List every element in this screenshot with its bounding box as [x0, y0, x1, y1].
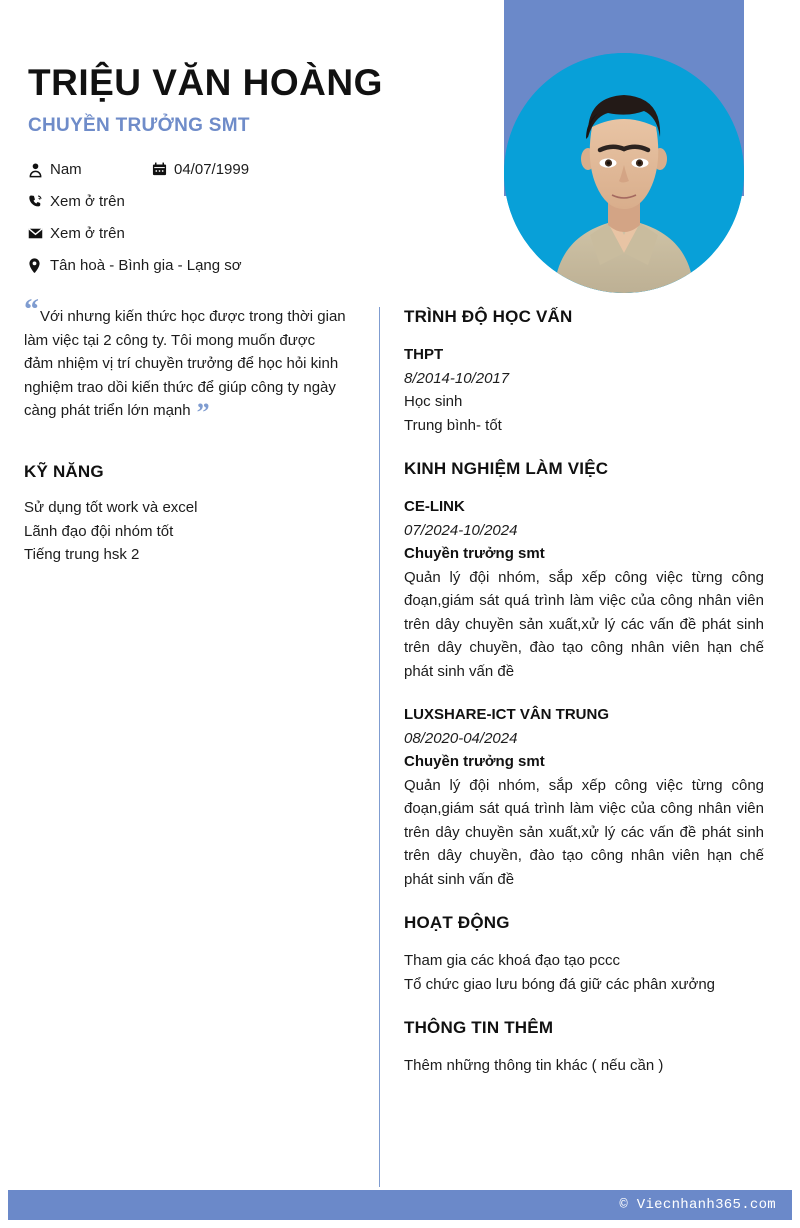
envelope-icon [28, 227, 50, 240]
contact-phone-value: Xem ở trên [50, 193, 125, 211]
contact-row [28, 219, 500, 249]
skills-heading: KỸ NĂNG [24, 462, 104, 481]
education-entry [404, 343, 764, 437]
experience-org: LUXSHARE-ICT VÂN TRUNG [404, 706, 609, 723]
experience-desc: Quản lý đội nhóm, sắp xếp công việc từng công đoạn,giám sát quá trình làm việc của công nhân viên trên dây chuyền sản xuất,xử lý các vấn đề phát sinh trên dây chuyền, đào tạo công nhân viên hạn chế phát sinh vấn đề [404, 776, 764, 888]
left-column [0, 295, 360, 567]
quote-close-icon: ” [196, 398, 210, 427]
experience-entry [404, 703, 764, 891]
skills-list [24, 496, 348, 567]
objective-text: Với nhưng kiến thức học được trong thời gian làm việc tại 2 công ty. Tôi mong muốn được đảm nhiệm vị trí chuyền trưởng để học hỏi kinh nghiệm trao dồi kiến thức để giúp công ty ngày càng phát triển lớn mạnh [24, 308, 346, 419]
contact-row [28, 187, 500, 217]
experience-role: Chuyền trưởng smt [404, 545, 545, 562]
experience-desc: Quản lý đội nhóm, sắp xếp công việc từng công đoạn,giám sát quá trình làm việc của công nhân viên trên dây chuyền sản xuất,xử lý các vấn đề phát sinh trên dây chuyền, đào tạo công nhân viên hạn chế phát sinh vấn đề [404, 568, 764, 680]
activities-heading: HOẠT ĐỘNG [404, 913, 510, 932]
person-icon [28, 162, 50, 178]
additional-info-section [404, 1018, 764, 1078]
additional-info-line: Thêm những thông tin khác ( nếu cần ) [404, 1057, 664, 1074]
contact-info [28, 155, 500, 281]
list-item: Tiếng trung hsk 2 [24, 546, 140, 563]
copyright-text: © Viecnhanh365.com [619, 1197, 776, 1213]
experience-heading: KINH NGHIỆM LÀM VIỆC [404, 459, 609, 478]
experience-period: 08/2020-04/2024 [404, 729, 518, 747]
contact-phone [28, 193, 125, 210]
education-section [404, 307, 764, 437]
page-title: TRIỆU VĂN HOÀNG [28, 62, 383, 103]
objective-section [24, 295, 348, 426]
quote-open-icon: “ [24, 293, 39, 326]
contact-birthdate [152, 161, 249, 178]
contact-gender-value: Nam [50, 161, 82, 179]
contact-email [28, 225, 125, 242]
experience-role: Chuyền trưởng smt [404, 753, 545, 770]
activities-section [404, 913, 764, 996]
contact-birthdate-value: 04/07/1999 [174, 161, 250, 179]
contact-gender [28, 161, 152, 178]
experience-section [404, 459, 764, 891]
activities-line: Tổ chức giao lưu bóng đá giữ các phân xưởng [404, 975, 716, 993]
column-divider [379, 307, 380, 1187]
skills-section [24, 462, 348, 567]
job-title: CHUYỀN TRƯỞNG SMT [28, 114, 250, 136]
contact-row [28, 155, 500, 185]
list-item: Sử dụng tốt work và excel [24, 499, 198, 516]
contact-address [28, 257, 242, 274]
cv-body [0, 293, 800, 1074]
contact-address-value: Tân hoà - Bình gia - Lạng sơ [50, 257, 242, 275]
education-period: 8/2014-10/2017 [404, 369, 510, 387]
footer-bar [8, 1190, 792, 1220]
activities-line: Tham gia các khoá đạo tạo pccc [404, 952, 620, 969]
experience-period: 07/2024-10/2024 [404, 521, 518, 539]
education-org: THPT [404, 346, 444, 363]
right-column [404, 295, 764, 1082]
list-item: Lãnh đạo đội nhóm tốt [24, 522, 174, 540]
education-desc: Trung bình- tốt [404, 416, 502, 434]
avatar [504, 53, 744, 293]
education-heading: TRÌNH ĐỘ HỌC VẤN [404, 307, 573, 326]
education-role: Học sinh [404, 393, 463, 410]
phone-icon [28, 194, 50, 209]
calendar-icon [152, 162, 174, 177]
location-pin-icon [28, 258, 50, 274]
header-identity-block [0, 0, 500, 281]
contact-row [28, 251, 500, 281]
experience-org: CE-LINK [404, 498, 465, 515]
portrait-illustration [504, 53, 744, 293]
experience-entry [404, 495, 764, 683]
additional-info-heading: THÔNG TIN THÊM [404, 1018, 554, 1037]
cv-header [0, 0, 800, 295]
contact-email-value: Xem ở trên [50, 225, 125, 243]
